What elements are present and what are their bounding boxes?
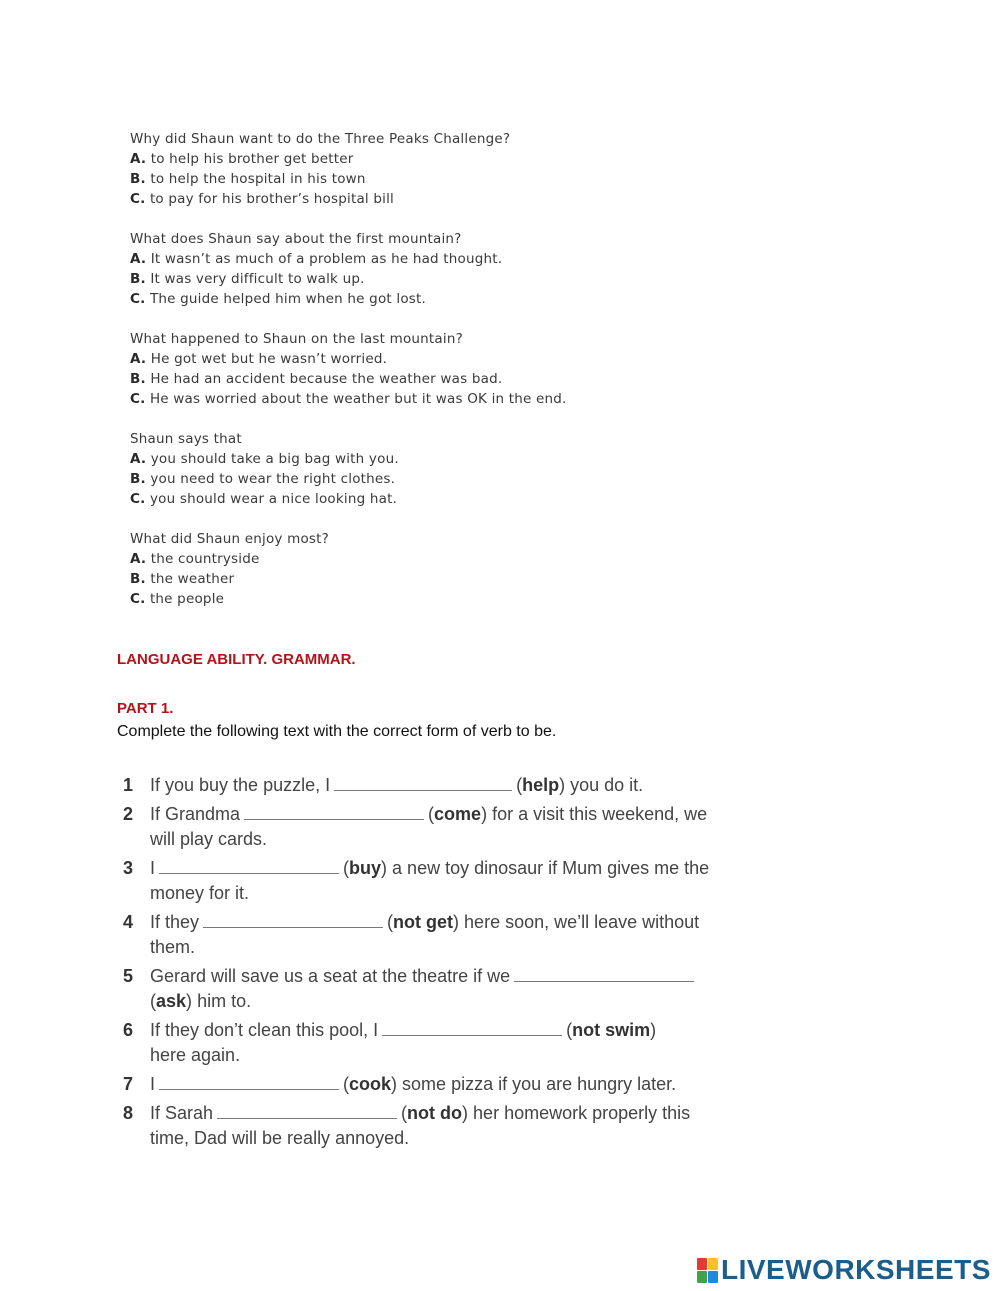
item-number: 4	[123, 912, 134, 932]
item-text-continued: will play cards.	[150, 829, 268, 849]
logo-tiles-icon	[697, 1258, 718, 1283]
item-number: 5	[123, 966, 134, 986]
paren-close: )	[462, 1103, 469, 1123]
option-text: the countryside	[150, 551, 260, 567]
option-letter: A.	[130, 251, 147, 267]
logo-tile	[697, 1271, 707, 1283]
item-text-before: Gerard will save us a seat at the theatre if we	[150, 966, 511, 986]
item-text-after: a new toy dinosaur if Mum gives me the	[392, 858, 710, 878]
item-text-continued: money for it.	[150, 883, 250, 903]
option-c[interactable]	[130, 389, 690, 409]
paren-close: )	[650, 1020, 657, 1040]
item-text-continued: time, Dad will be really annoyed.	[150, 1128, 410, 1148]
item-text-after: here soon, we’ll leave without	[464, 912, 700, 932]
item-text-before: If they	[150, 912, 200, 932]
question-1	[130, 129, 690, 209]
paren-open: (	[343, 858, 350, 878]
option-b[interactable]	[130, 269, 690, 289]
paren-close: )	[481, 804, 488, 824]
exercise-item-4	[120, 910, 790, 960]
option-a[interactable]	[130, 249, 690, 269]
paren-close: )	[391, 1074, 398, 1094]
option-letter: C.	[130, 291, 146, 307]
grammar-exercise	[120, 773, 790, 1155]
question-2	[130, 229, 690, 309]
question-3	[130, 329, 690, 409]
question-5	[130, 529, 690, 609]
option-letter: C.	[130, 491, 146, 507]
paren-open: (	[343, 1074, 350, 1094]
item-text-continued: here again.	[150, 1045, 241, 1065]
item-text-after: for a visit this weekend, we	[492, 804, 708, 824]
exercise-item-2	[120, 802, 790, 852]
logo-tile	[708, 1271, 718, 1283]
option-text: He was worried about the weather but it was OK in the end.	[149, 391, 567, 407]
exercise-item-3	[120, 856, 790, 906]
question-4	[130, 429, 690, 509]
paren-close: )	[186, 991, 193, 1011]
option-letter: C.	[130, 591, 146, 607]
item-text-before: If Grandma	[150, 804, 241, 824]
option-text: The guide helped him when he got lost.	[149, 291, 427, 307]
question-stem: Why did Shaun want to do the Three Peaks Challenge?	[130, 131, 511, 147]
item-text-before: I	[150, 1074, 156, 1094]
option-text: He got wet but he wasn’t worried.	[150, 351, 388, 367]
option-c[interactable]	[130, 489, 690, 509]
option-letter: B.	[130, 571, 146, 587]
paren-open: (	[516, 775, 523, 795]
option-text: the people	[149, 591, 225, 607]
option-text: It was very difficult to walk up.	[150, 271, 365, 287]
option-b[interactable]	[130, 169, 690, 189]
answer-blank[interactable]	[244, 805, 424, 820]
item-text-before: If they don’t clean this pool, I	[150, 1020, 379, 1040]
option-text: to help the hospital in his town	[150, 171, 366, 187]
verb-hint: not get	[393, 912, 454, 932]
section-title: LANGUAGE ABILITY. GRAMMAR.	[117, 651, 356, 668]
part-title: PART 1.	[117, 700, 174, 717]
item-number: 7	[123, 1074, 134, 1094]
verb-hint: not swim	[572, 1020, 651, 1040]
item-number: 1	[123, 775, 134, 795]
option-letter: B.	[130, 371, 146, 387]
verb-hint: come	[434, 804, 482, 824]
exercise-item-8	[120, 1101, 790, 1151]
option-letter: A.	[130, 451, 147, 467]
paren-close: )	[453, 912, 460, 932]
logo-text: LIVEWORKSHEETS	[721, 1254, 991, 1285]
paren-close: )	[381, 858, 388, 878]
item-number: 2	[123, 804, 134, 824]
exercise-item-1	[120, 773, 790, 798]
option-b[interactable]	[130, 469, 690, 489]
exercise-item-7	[120, 1072, 790, 1097]
item-text-before: If you buy the puzzle, I	[150, 775, 331, 795]
answer-blank[interactable]	[203, 913, 383, 928]
paren-open: (	[401, 1103, 408, 1123]
option-b[interactable]	[130, 569, 690, 589]
exercise-item-5	[120, 964, 790, 1014]
paren-open: (	[387, 912, 394, 932]
answer-blank[interactable]	[159, 859, 339, 874]
option-text: the weather	[150, 571, 235, 587]
verb-hint: not do	[407, 1103, 463, 1123]
answer-blank[interactable]	[159, 1075, 339, 1090]
verb-hint: help	[522, 775, 560, 795]
instruction-text: Complete the following text with the correct form of verb to be.	[117, 723, 557, 740]
item-text-after: her homework properly this	[473, 1103, 691, 1123]
option-c[interactable]	[130, 289, 690, 309]
item-text-before: I	[150, 858, 156, 878]
logo-tile	[697, 1258, 707, 1270]
option-text: It wasn’t as much of a problem as he had thought.	[150, 251, 503, 267]
question-stem: Shaun says that	[130, 431, 242, 447]
paren-open: (	[428, 804, 435, 824]
item-text-after: him to.	[197, 991, 252, 1011]
item-text-after: you do it.	[570, 775, 644, 795]
option-letter: A.	[130, 151, 147, 167]
option-b[interactable]	[130, 369, 690, 389]
answer-blank[interactable]	[334, 776, 512, 791]
option-c[interactable]	[130, 589, 690, 609]
paren-open: (	[566, 1020, 573, 1040]
option-text: you should wear a nice looking hat.	[149, 491, 398, 507]
verb-hint: buy	[349, 858, 382, 878]
option-text: you should take a big bag with you.	[150, 451, 399, 467]
question-stem: What happened to Shaun on the last mountain?	[130, 331, 463, 347]
answer-blank[interactable]	[217, 1104, 397, 1119]
option-a[interactable]	[130, 149, 690, 169]
verb-hint: ask	[156, 991, 187, 1011]
option-a[interactable]	[130, 449, 690, 469]
option-text: you need to wear the right clothes.	[150, 471, 396, 487]
item-text-after: some pizza if you are hungry later.	[402, 1074, 677, 1094]
question-stem: What does Shaun say about the first mountain?	[130, 231, 462, 247]
option-c[interactable]	[130, 189, 690, 209]
reading-questions	[130, 129, 690, 629]
option-letter: B.	[130, 271, 146, 287]
option-letter: C.	[130, 191, 146, 207]
verb-hint: cook	[349, 1074, 392, 1094]
item-text-continued: them.	[150, 937, 196, 957]
option-text: to pay for his brother’s hospital bill	[149, 191, 394, 207]
question-stem: What did Shaun enjoy most?	[130, 531, 329, 547]
exercise-item-6	[120, 1018, 790, 1068]
paren-close: )	[559, 775, 566, 795]
paren-open: (	[150, 991, 156, 1011]
logo-tile	[708, 1258, 718, 1270]
item-number: 6	[123, 1020, 134, 1040]
option-a[interactable]	[130, 349, 690, 369]
item-text-before: If Sarah	[150, 1103, 214, 1123]
item-number: 8	[123, 1103, 134, 1123]
option-letter: C.	[130, 391, 146, 407]
option-a[interactable]	[130, 549, 690, 569]
option-text: to help his brother get better	[150, 151, 354, 167]
option-text: He had an accident because the weather was bad.	[150, 371, 503, 387]
option-letter: B.	[130, 471, 146, 487]
option-letter: A.	[130, 551, 147, 567]
option-letter: B.	[130, 171, 146, 187]
answer-blank[interactable]	[514, 967, 694, 982]
liveworksheets-logo[interactable]	[697, 1255, 991, 1285]
option-letter: A.	[130, 351, 147, 367]
item-number: 3	[123, 858, 134, 878]
answer-blank[interactable]	[382, 1021, 562, 1036]
